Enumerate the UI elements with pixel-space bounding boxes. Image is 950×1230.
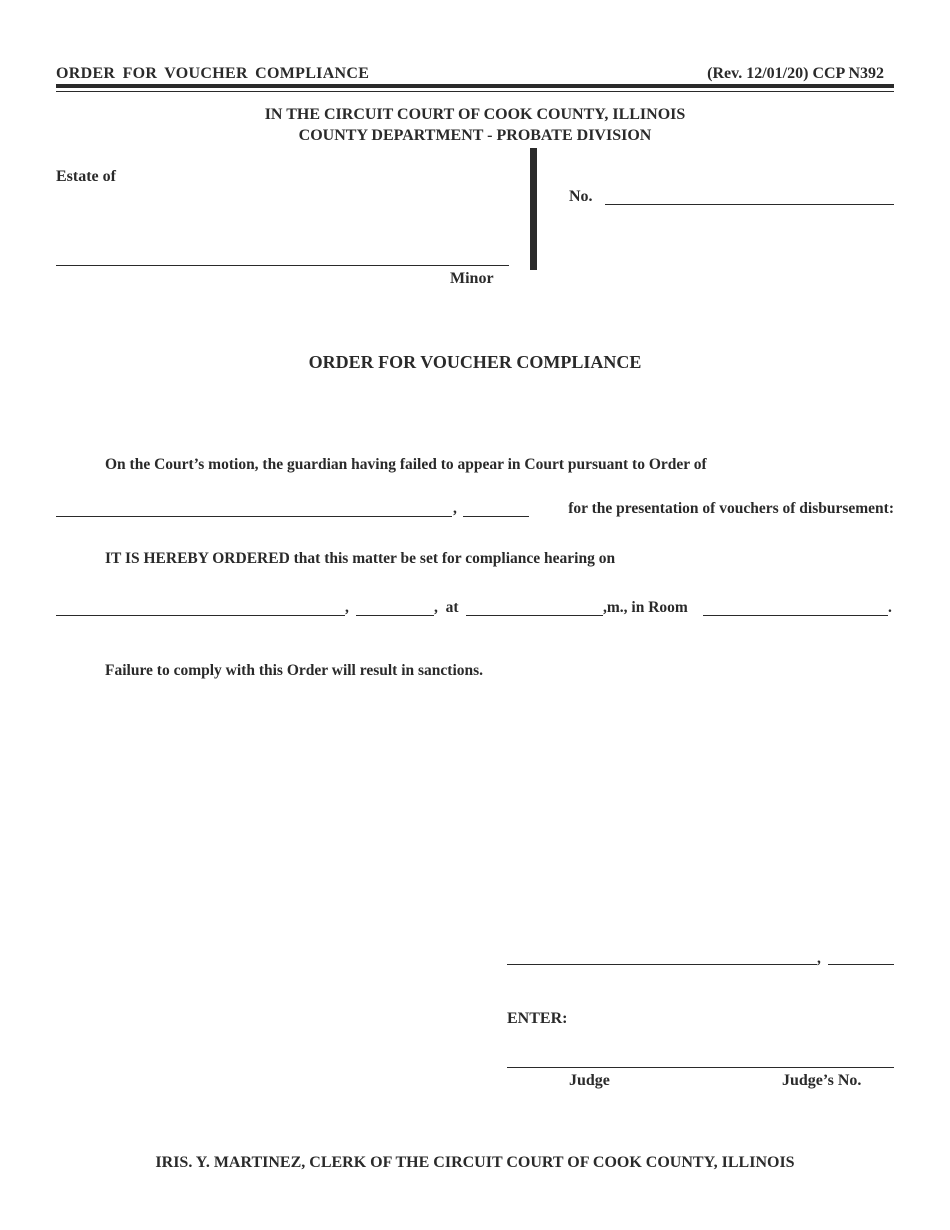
order-heading: ORDER FOR VOUCHER COMPLIANCE [308,352,642,372]
hearing-time-field[interactable] [466,615,603,616]
entry-date-comma: , [817,950,821,967]
judge-signature-field[interactable] [507,1067,894,1068]
court-name: IN THE CIRCUIT COURT OF COOK COUNTY, ILLINOIS [264,106,686,123]
hearing-year-field[interactable] [356,615,434,616]
estate-label: Estate of [56,168,116,185]
enter-label: ENTER: [507,1010,568,1027]
hearing-date-comma: , [345,599,349,616]
form-revision: (Rev. 12/01/20) CCP N392 [707,65,884,82]
entry-date-field[interactable] [507,964,817,965]
entry-year-field[interactable] [828,964,894,965]
hearing-period: . [888,599,892,616]
clerk-footer: IRIS. Y. MARTINEZ, CLERK OF THE CIRCUIT COURT OF COOK COUNTY, ILLINOIS [155,1154,795,1171]
case-number-label: No. [569,188,593,205]
header-rule-thick [56,84,894,88]
hearing-room-text: ,m., in Room [603,599,688,616]
order-paragraph-motion: On the Court’s motion, the guardian having failed to appear in Court pursuant to Order of [105,456,707,473]
hearing-date-field[interactable] [56,615,345,616]
sanctions-notice: Failure to comply with this Order will result in sanctions. [105,662,484,679]
hearing-room-field[interactable] [703,615,888,616]
caption-divider [530,148,537,270]
order-paragraph-hereby-ordered: IT IS HEREBY ORDERED that this matter be set for compliance hearing on [105,550,616,567]
minor-name-field[interactable] [56,265,509,266]
hearing-at-text: , at [434,599,459,616]
case-number-field[interactable] [605,204,894,205]
vouchers-presentation-text: for the presentation of vouchers of disbursement: [568,500,894,517]
minor-label: Minor [450,270,494,287]
prior-order-year-field[interactable] [463,516,529,517]
court-department: COUNTY DEPARTMENT - PROBATE DIVISION [298,127,652,144]
header-rule-thin [56,91,894,92]
judge-label: Judge [569,1072,610,1089]
form-title: ORDER FOR VOUCHER COMPLIANCE [56,65,370,82]
judge-number-label: Judge’s No. [782,1072,862,1089]
prior-order-date-field[interactable] [56,516,452,517]
prior-order-comma: , [453,500,457,517]
